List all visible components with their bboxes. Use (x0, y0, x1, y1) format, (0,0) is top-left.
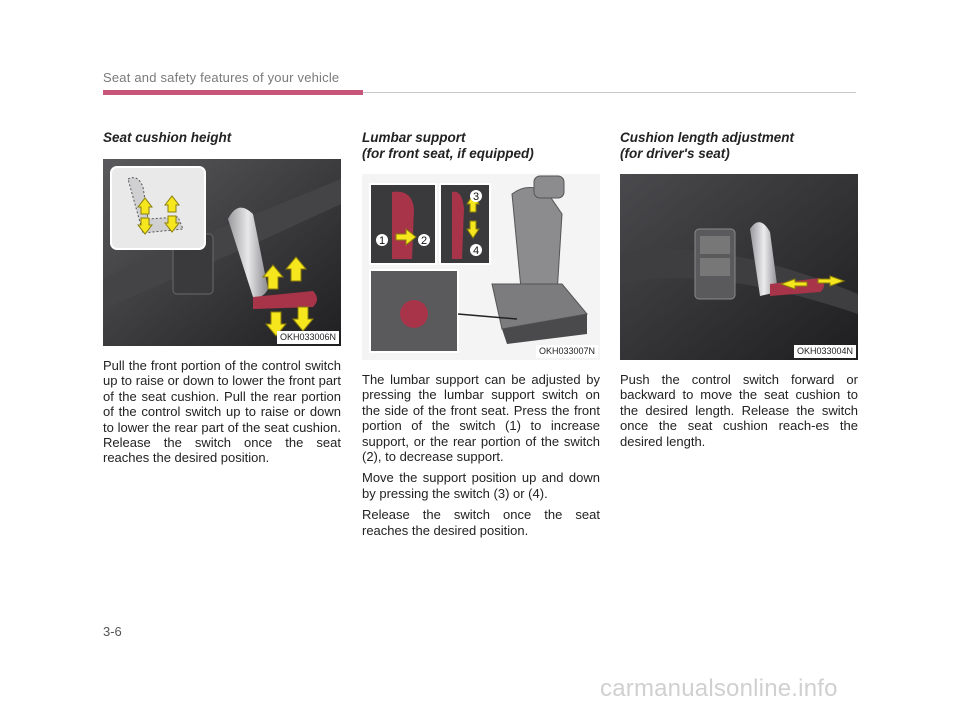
lumbar-support-body (362, 372, 600, 538)
callout-1: 1 (379, 235, 386, 247)
lumbar-support-figure (362, 174, 600, 360)
lumbar-support-subheading: (for front seat, if equipped) (362, 146, 534, 161)
figure-code: OKH033004N (794, 345, 856, 358)
cushion-length-body (620, 372, 858, 449)
column-cushion-length (620, 130, 858, 455)
seat-cushion-height-body (103, 358, 341, 466)
header-rule (363, 92, 856, 93)
cushion-length-figure (620, 174, 858, 360)
seat-cushion-height-figure (103, 159, 341, 346)
paragraph: Move the support position up and down by pressing the switch (3) or (4). (362, 470, 600, 501)
section-header-title: Seat and safety features of your vehicle (103, 70, 340, 85)
inset-detail (111, 167, 205, 249)
cushion-length-subheading: (for driver's seat) (620, 146, 730, 161)
seat-cushion-height-heading: Seat cushion height (103, 130, 232, 145)
column-seat-cushion-height (103, 130, 341, 472)
paragraph: Pull the front portion of the control switch up to raise or down to lower the front part of the seat cushion. Pull the rear portion of the control switch up to raise or down to lower the rear part of the seat cushion. Release the switch once the seat reaches the desired position. (103, 358, 341, 466)
lumbar-support-heading: Lumbar support (362, 130, 466, 145)
callout-2: 2 (421, 235, 428, 247)
cushion-length-heading: Cushion length adjustment (620, 130, 794, 145)
page-number: 3-6 (103, 624, 122, 639)
figure-code: OKH033007N (536, 345, 598, 358)
header-accent-bar (103, 90, 363, 95)
paragraph: The lumbar support can be adjusted by pressing the lumbar support switch on the side of the front seat. Press the front portion of the switch (1) to increase support, or the rear portion of the switch (2), to decrease support. (362, 372, 600, 465)
cushion-length-illustration (620, 174, 858, 360)
callout-4: 4 (473, 245, 480, 257)
column-lumbar-support (362, 130, 600, 544)
paragraph: Release the switch once the seat reaches the desired position. (362, 507, 600, 538)
paragraph: Push the control switch forward or backward to move the seat cushion to the desired length. Release the switch once the seat cushion reach-es the desired length. (620, 372, 858, 449)
figure-code: OKH033006N (277, 331, 339, 344)
seat-switch-illustration (103, 159, 341, 346)
lumbar-illustration (362, 174, 600, 360)
callout-3: 3 (473, 191, 480, 203)
watermark: carmanualsonline.info (600, 675, 838, 702)
